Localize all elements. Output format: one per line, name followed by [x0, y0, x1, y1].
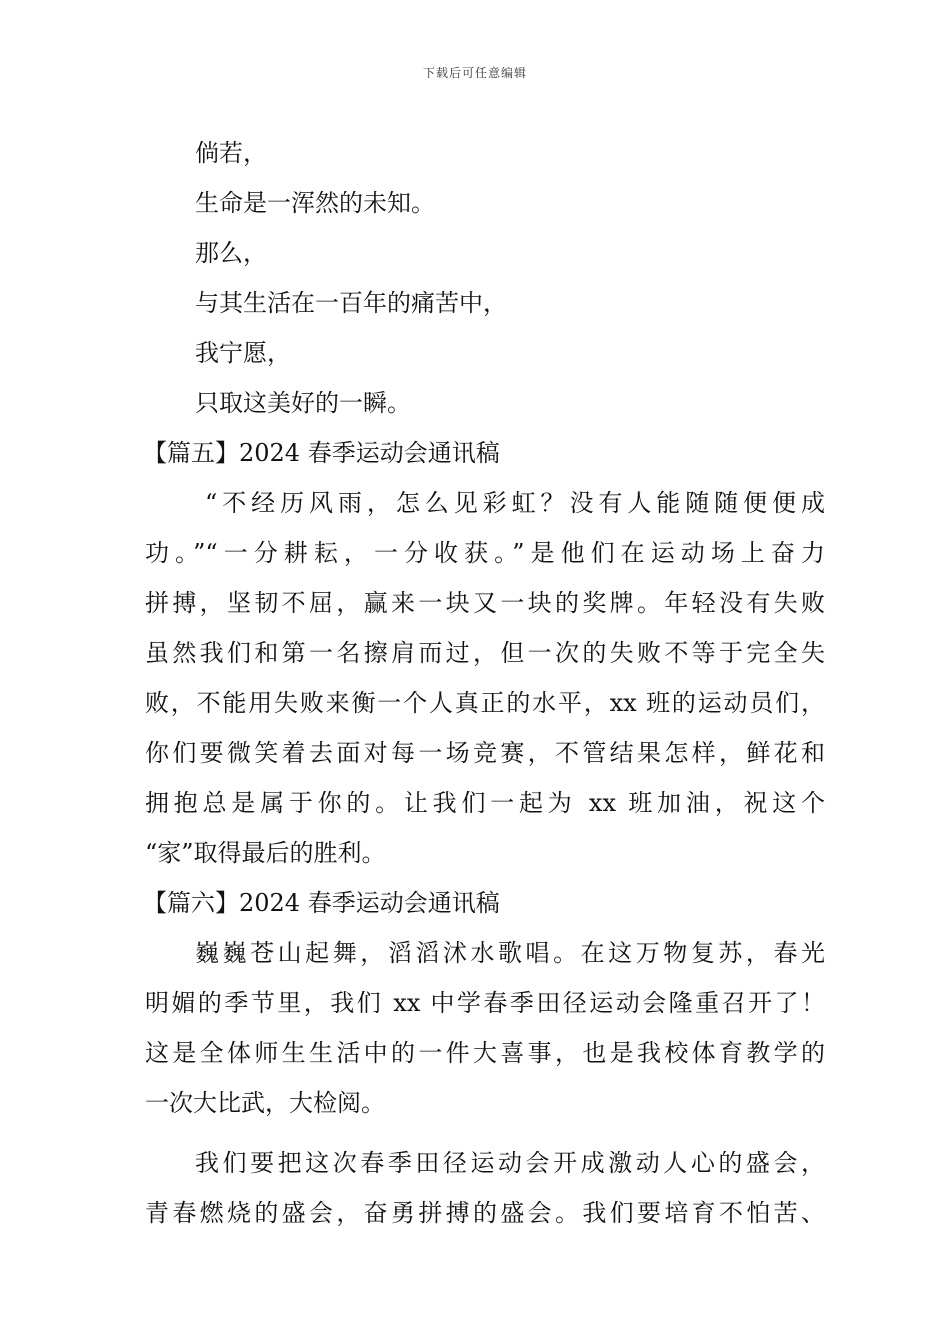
text-line: 巍巍苍山起舞，滔滔沭水歌唱。在这万物复苏，春光: [195, 939, 825, 967]
section-heading-5: 【篇五】2024 春季运动会通讯稿: [143, 439, 500, 467]
text-line: 功。”“一分耕耘，一分收获。”是他们在运动场上奋力: [145, 539, 825, 567]
text-line: “家”取得最后的胜利。: [145, 839, 386, 867]
section-6-paragraph-2: [145, 1138, 825, 1238]
poem-line: 倘若，: [195, 139, 267, 167]
page-header: 下载后可任意编辑: [422, 66, 527, 80]
section-5-paragraph: [145, 478, 825, 878]
poem-line: 生命是一浑然的未知。: [195, 189, 435, 217]
document-body: [145, 128, 825, 1238]
poem: [145, 128, 825, 428]
poem-line: 我宁愿，: [195, 339, 291, 367]
section-heading-6: 【篇六】2024 春季运动会通讯稿: [143, 889, 500, 917]
text-line: 青春燃烧的盛会，奋勇拼搏的盛会。我们要培育不怕苦、: [145, 1199, 825, 1227]
text-line: 拥抱总是属于你的。让我们一起为 xx 班加油，祝这个: [145, 789, 825, 817]
poem-line: 那么，: [195, 239, 267, 267]
text-line: 你们要微笑着去面对每一场竞赛，不管结果怎样，鲜花和: [145, 739, 825, 767]
text-line: 一次大比武，大检阅。: [145, 1089, 385, 1117]
text-line: 这是全体师生生活中的一件大喜事，也是我校体育教学的: [145, 1039, 825, 1067]
text-line: 虽然我们和第一名擦肩而过，但一次的失败不等于完全失: [145, 639, 825, 667]
text-line: 我们要把这次春季田径运动会开成激动人心的盛会，: [195, 1149, 825, 1177]
text-line: 拼搏，坚韧不屈，赢来一块又一块的奖牌。年轻没有失败: [145, 589, 825, 617]
poem-line: 与其生活在一百年的痛苦中，: [195, 289, 507, 317]
poem-line: 只取这美好的一瞬。: [195, 389, 411, 417]
section-6-paragraph-1: [145, 928, 825, 1128]
text-line: 败，不能用失败来衡一个人真正的水平，xx 班的运动员们，: [145, 689, 825, 717]
paragraph-gap: [145, 1128, 825, 1138]
text-line: “不经历风雨，怎么见彩虹？没有人能随随便便成: [205, 489, 825, 517]
text-line: 明媚的季节里，我们 xx 中学春季田径运动会隆重召开了！: [145, 989, 825, 1017]
